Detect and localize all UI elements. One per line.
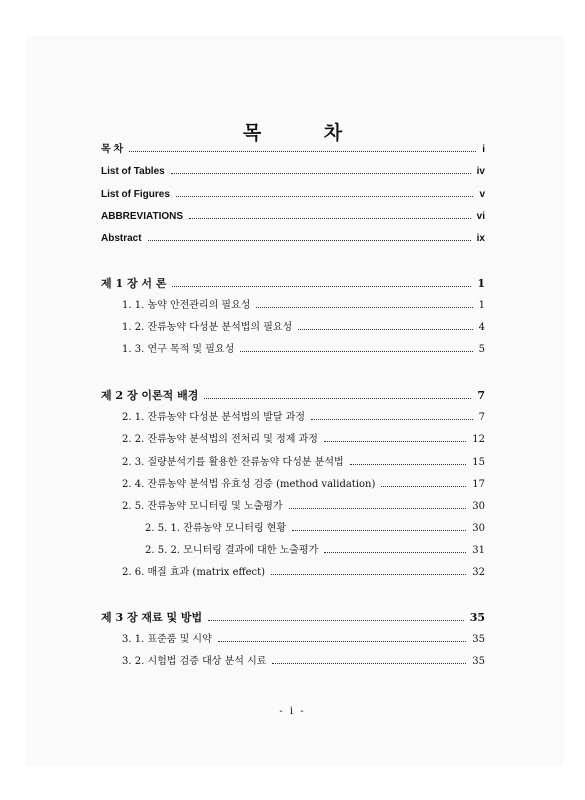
dot-leader [176,196,474,197]
toc-entry-label: 2. 1. 잔류농약 다성분 분석법의 발달 과정 [122,412,306,423]
toc-entry-page: 1 [477,277,485,290]
toc-entry-page: 35 [472,656,485,667]
toc-entry-label: 2. 6. 매질 효과 (matrix effect) [122,567,266,578]
toc-entry-page: 35 [469,611,485,624]
toc-entry [122,433,485,447]
toc-entry-page: 15 [472,457,485,468]
toc-entry-page: 31 [472,545,485,556]
toc-entry-page: 30 [472,501,485,512]
toc-entry-page: 7 [478,412,485,423]
dot-leader [218,641,467,642]
dot-leader [208,620,464,621]
toc-entry [122,456,485,470]
toc-entry-page: 7 [477,389,485,402]
toc-chapter-entry [101,611,485,625]
dot-leader [289,508,467,509]
dot-leader [172,286,471,287]
toc-entry-label: 제 1 장 서 론 [101,277,167,290]
toc-entry-page: iv [476,166,485,177]
toc-entry [122,321,485,335]
dot-leader [204,398,471,399]
dot-leader [292,530,466,531]
toc-entry [122,343,485,357]
dot-leader [171,173,471,174]
dot-leader [129,151,476,152]
toc-entry-label: 2. 3. 질량분석기를 활용한 잔류농약 다성분 분석법 [122,457,344,468]
dot-leader [311,419,473,420]
toc-entry-label: 1. 2. 잔류농약 다성분 분석법의 필요성 [122,322,293,333]
toc-front-entry [101,232,485,246]
toc-chapter-entry [101,277,485,291]
toc-entry-label: 3. 2. 시험법 검증 대상 분석 시료 [122,656,267,667]
dot-leader [271,574,466,575]
toc-entry-page: 30 [472,523,485,534]
toc-entry [122,411,485,425]
toc-entry-label: 목 차 [101,144,124,155]
page-title: 목 차 [242,122,371,144]
toc-entry-page: 4 [478,322,485,333]
toc-entry [122,566,485,580]
toc-entry-page: v [479,189,485,200]
toc-entry-page: 1 [478,300,485,311]
toc-entry-page: vi [476,211,485,222]
toc-entry-label: 제 3 장 재료 및 방법 [101,611,203,624]
toc-entry-label: ABBREVIATIONS [101,211,184,222]
toc-entry-label: 3. 1. 표준품 및 시약 [122,634,212,645]
toc-entry-label: 2. 4. 잔류농약 분석법 유효성 검증 (method validation) [122,479,376,490]
dot-leader [381,486,466,487]
dot-leader [256,307,472,308]
toc-entry-page: 35 [472,634,485,645]
toc-entry-page: i [482,144,485,155]
toc-entry-page: 12 [472,434,485,445]
toc-entry [122,500,485,514]
toc-front-entry [101,143,485,157]
toc-entry-label: 2. 5. 1. 잔류농약 모니터링 현황 [145,523,287,534]
dot-leader [240,351,472,352]
toc-entry-label: 2. 5. 2. 모니터링 결과에 대한 노출평가 [145,545,319,556]
toc-entry-label: List of Figures [101,189,170,200]
dot-leader [324,441,466,442]
toc-chapter-entry [101,389,485,403]
toc-entry [122,299,485,313]
dot-leader [272,663,466,664]
dot-leader [189,218,471,219]
toc-entry [122,655,485,669]
toc-entry [145,522,485,536]
dot-leader [148,240,471,241]
toc-entry-page: ix [476,233,485,244]
toc-entry-label: 1. 1. 농약 안전관리의 필요성 [122,300,251,311]
dot-leader [298,329,472,330]
toc-front-entry [101,188,485,202]
toc-entry [122,478,485,492]
toc-entry-label: Abstract [101,233,142,244]
toc-entry-page: 32 [472,567,485,578]
dot-leader [350,464,467,465]
toc-front-entry [101,165,485,179]
page-number-footer: - i - [279,706,306,717]
toc-entry [145,544,485,558]
toc-entry-label: 2. 5. 잔류농약 모니터링 및 노출평가 [122,501,283,512]
toc-entry [122,633,485,647]
toc-entry-label: 2. 2. 잔류농약 분석법의 전처리 및 정제 과정 [122,434,318,445]
toc-entry-page: 17 [472,479,485,490]
dot-leader [324,552,466,553]
toc-entry-label: 제 2 장 이론적 배경 [101,389,199,402]
toc-entry-label: List of Tables [101,166,165,177]
toc-entry-page: 5 [478,344,485,355]
toc-front-entry [101,210,485,224]
toc-entry-label: 1. 3. 연구 목적 및 필요성 [122,344,235,355]
